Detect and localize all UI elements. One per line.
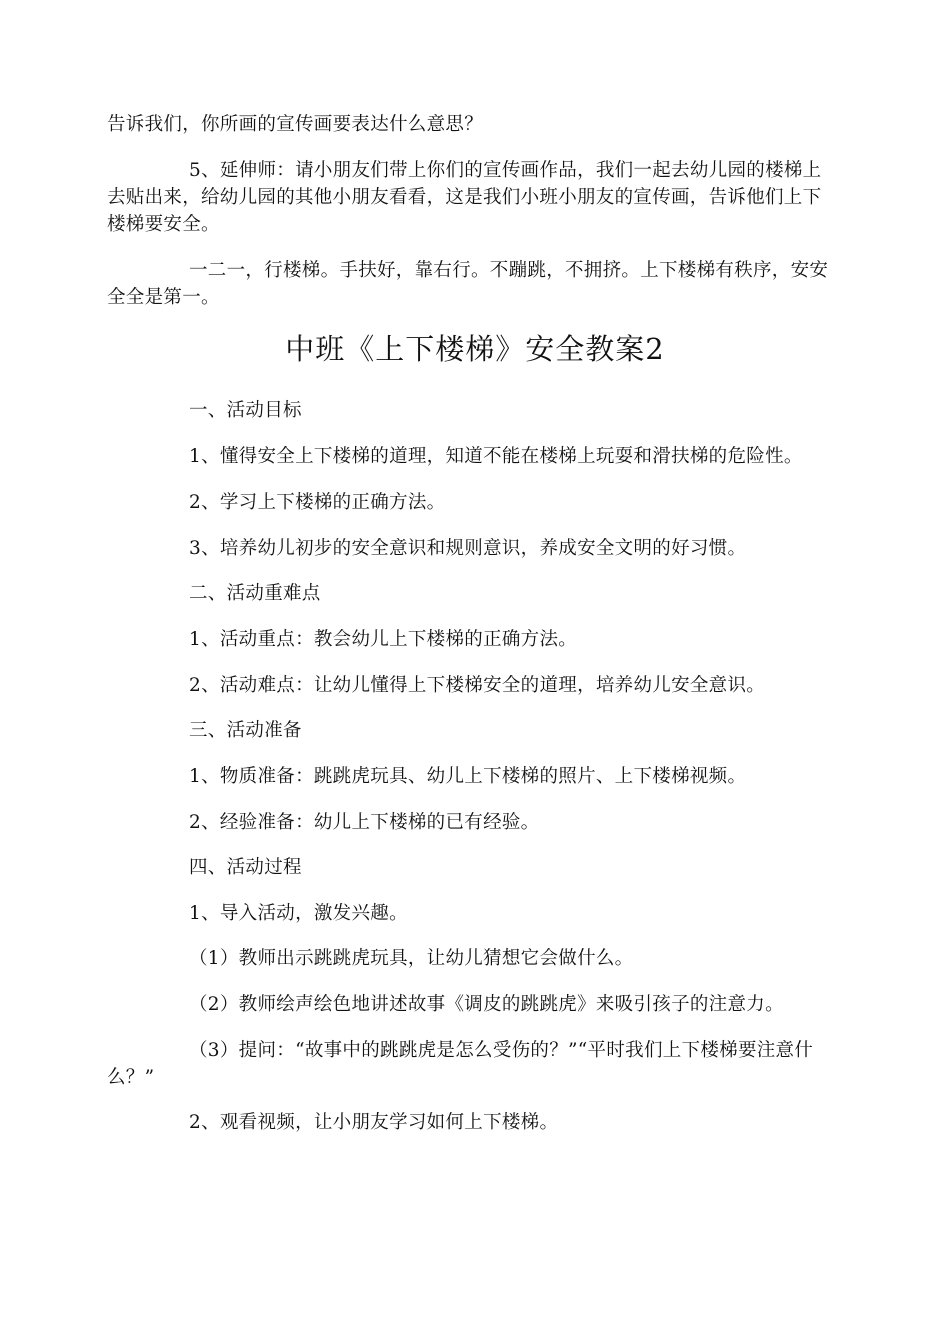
section-heading: 二、活动重难点 [189,583,321,604]
paragraph: （3）提问：“故事中的跳跳虎是怎么受伤的？”“平时我们上下楼梯要注意什么？” [107,1040,814,1088]
paragraph: 1、懂得安全上下楼梯的道理，知道不能在楼梯上玩耍和滑扶梯的危险性。 [189,446,803,467]
document-title: 中班《上下楼梯》安全教案2 [285,332,665,366]
section-heading: 三、活动准备 [189,720,302,741]
paragraph: 1、活动重点：教会幼儿上下楼梯的正确方法。 [189,629,578,650]
section-heading: 四、活动过程 [189,857,302,878]
paragraph: 2、经验准备：幼儿上下楼梯的已有经验。 [189,812,540,833]
paragraph: 1、物质准备：跳跳虎玩具、幼儿上下楼梯的照片、上下楼梯视频。 [189,766,747,787]
paragraph: 2、活动难点：让幼儿懂得上下楼梯安全的道理，培养幼儿安全意识。 [189,675,766,696]
paragraph: （2）教师绘声绘色地讲述故事《调皮的跳跳虎》来吸引孩子的注意力。 [189,994,784,1015]
paragraph-intro-3: 一二一，行楼梯。手扶好，靠右行。不蹦跳，不拥挤。上下楼梯有秩序，安安全全是第一。 [107,260,829,308]
paragraph: 1、导入活动，激发兴趣。 [189,903,408,924]
section-heading: 一、活动目标 [189,400,302,421]
paragraph-intro-2: 5、延伸师：请小朋友们带上你们的宣传画作品，我们一起去幼儿园的楼梯上去贴出来，给幼儿园的其他小朋友看看，这是我们小班小朋友的宣传画，告诉他们上下楼梯要安全。 [107,160,822,235]
paragraph: 2、观看视频，让小朋友学习如何上下楼梯。 [189,1112,559,1133]
paragraph: 3、培养幼儿初步的安全意识和规则意识，养成安全文明的好习惯。 [189,538,747,559]
paragraph-intro-1: 告诉我们，你所画的宣传画要表达什么意思？ [107,114,484,135]
paragraph: 2、学习上下楼梯的正确方法。 [189,492,446,513]
paragraph: （1）教师出示跳跳虎玩具，让幼儿猜想它会做什么。 [189,948,634,969]
